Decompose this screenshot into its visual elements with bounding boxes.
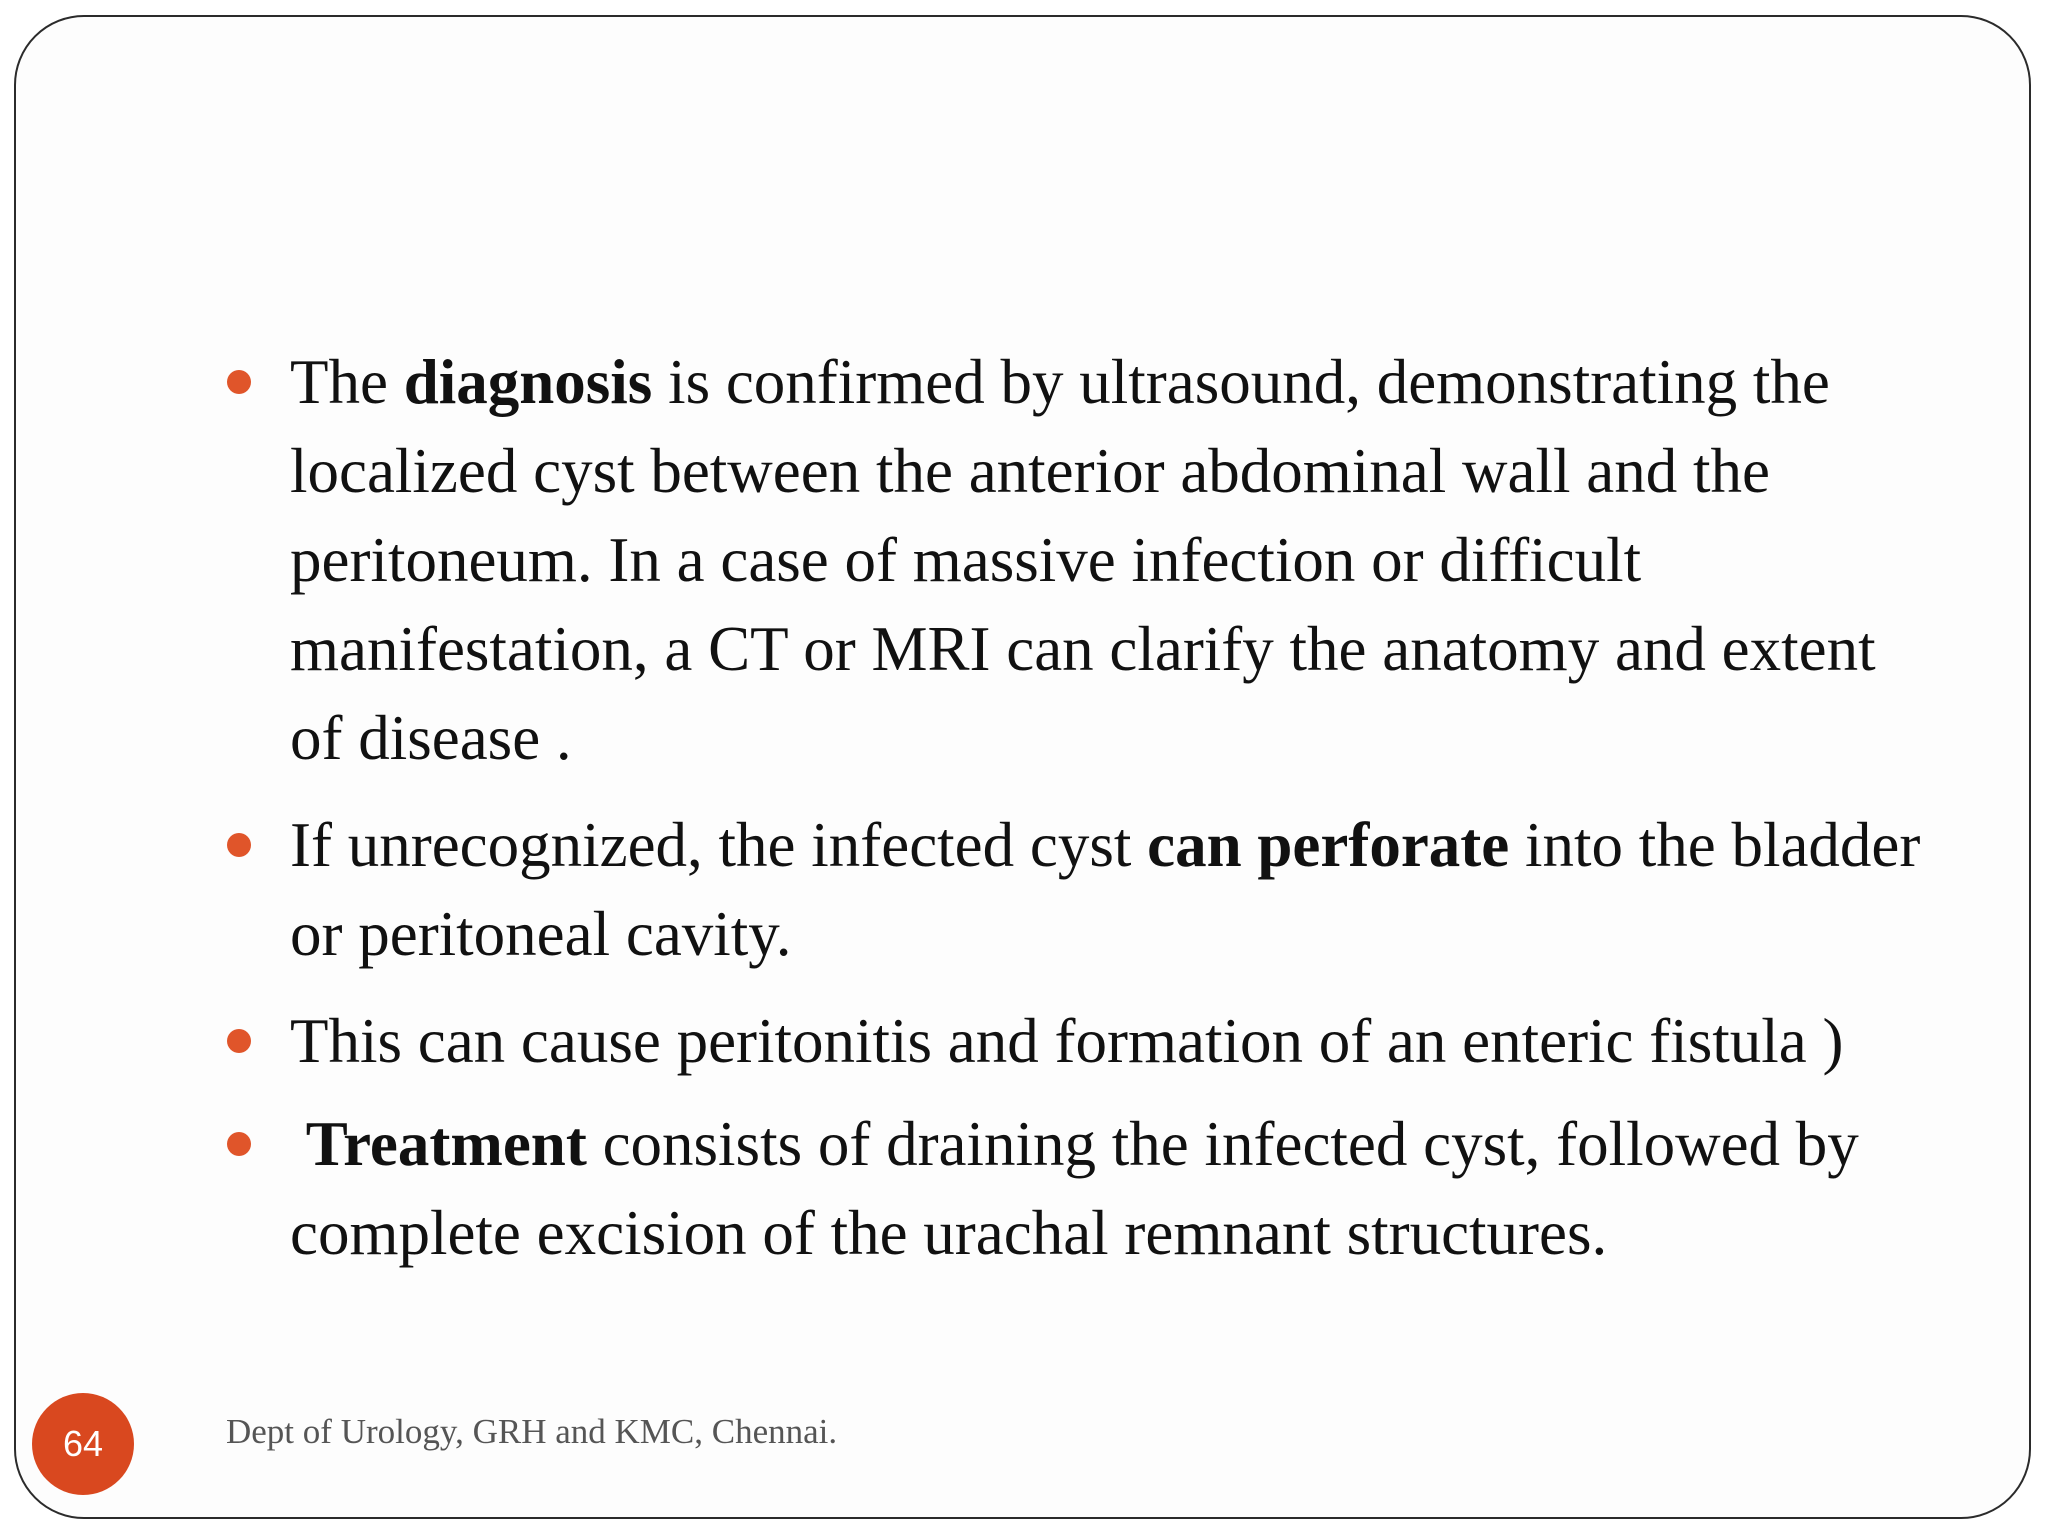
bullet-dot-icon xyxy=(227,833,251,857)
bullet-dot-icon xyxy=(227,370,251,394)
bullet-text-bold: diagnosis xyxy=(403,347,653,417)
bullet-dot-icon xyxy=(227,1029,251,1053)
bullet-list xyxy=(290,338,1940,1296)
bullet-text-post: consists of draining the infected cyst, followed by complete excision of the urachal remnant structures. xyxy=(290,1109,1859,1268)
bullet-text-bold: can perforate xyxy=(1147,810,1510,880)
slide-number: 64 xyxy=(62,1423,104,1464)
bullet-text: This can cause peritonitis and formation of an enteric fistula ) xyxy=(290,1006,1844,1076)
bullet-text-post: into the bladder or peritoneal cavity. xyxy=(290,810,1921,969)
slide-footer: Dept of Urology, GRH and KMC, Chennai. xyxy=(226,1412,838,1451)
bullet-text-bold: Treatment xyxy=(305,1109,587,1179)
bullet-text-pre: If unrecognized, the infected cyst xyxy=(290,810,1148,880)
bullet-text-post: is confirmed by ultrasound, demonstrating the localized cyst between the anterior abdominal wall and the peritoneum. In a case of massive infection or difficult manifestation, a CT or MRI can clarify the anatomy and extent of disease . xyxy=(290,347,1876,773)
bullet-text-pre xyxy=(290,1109,306,1179)
bullet-peritonitis xyxy=(290,997,1940,1086)
slide-number-badge xyxy=(32,1393,134,1495)
bullet-diagnosis xyxy=(290,338,1940,783)
bullet-text-pre: The xyxy=(290,347,404,417)
bullet-dot-icon xyxy=(227,1132,251,1156)
bullet-treatment xyxy=(290,1100,1940,1278)
bullet-perforation xyxy=(290,801,1940,979)
